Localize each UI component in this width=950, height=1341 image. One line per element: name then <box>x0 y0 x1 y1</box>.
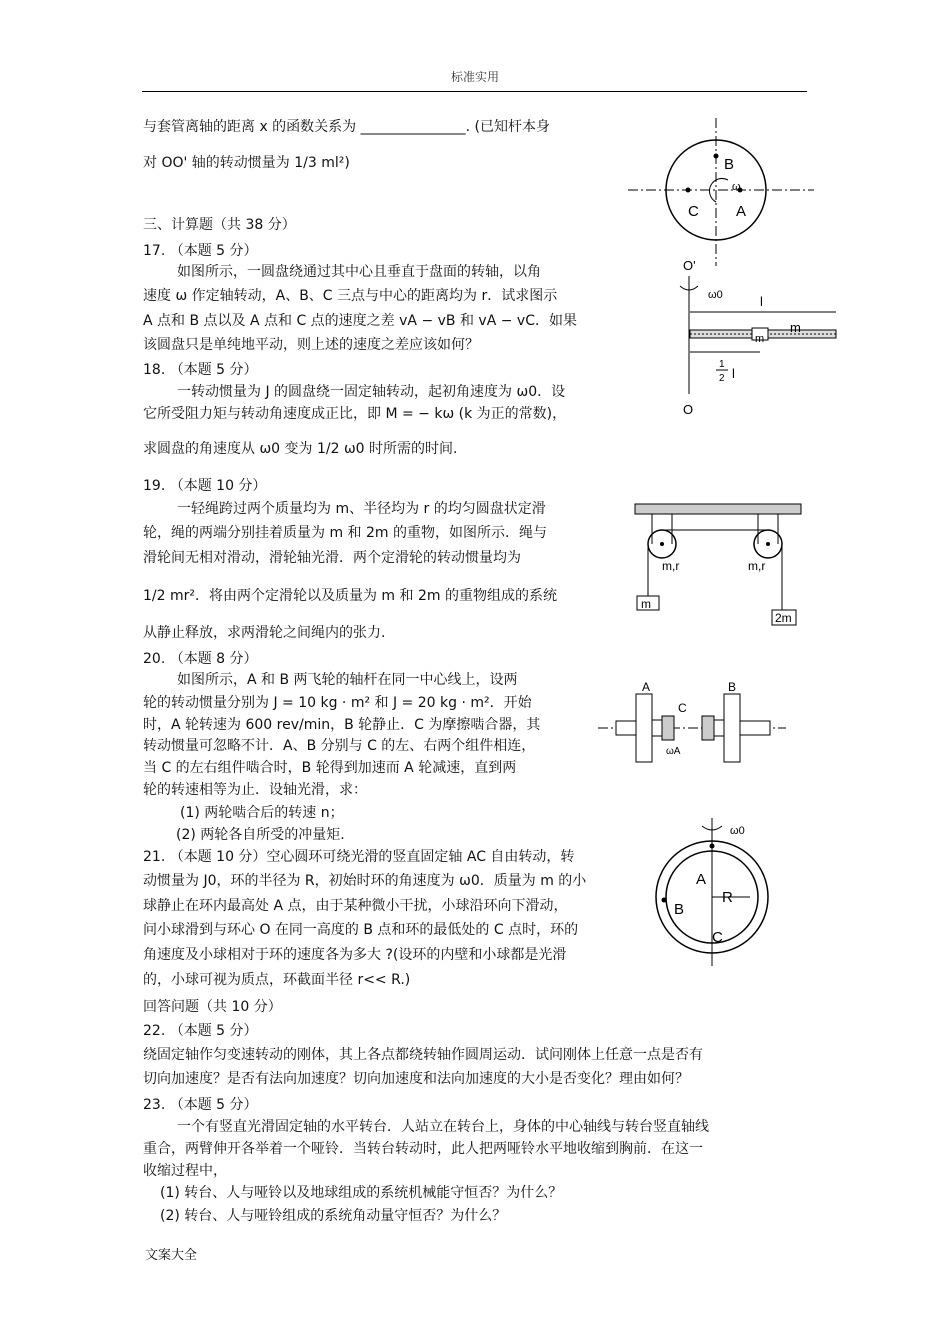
q19-line-4: 1/2 mr²．将由两个定滑轮以及质量为 m 和 2m 的重物组成的系统 <box>143 588 557 604</box>
q18-line-3: 求圆盘的角速度从 ω0 变为 1/2 ω0 时所需的时间. <box>143 441 458 457</box>
q23-item-2: (2) 转台、人与哑铃组成的系统角动量守恒否？为什么？ <box>160 1208 507 1224</box>
q17-line-1: 如图所示，一圆盘绕通过其中心且垂直于盘面的转轴，以角 <box>177 264 541 280</box>
q19-line-5: 从静止释放，求两滑轮之间绳内的张力. <box>143 625 386 641</box>
line-2: 对 OO' 轴的转动惯量为 1/3 ml²) <box>143 155 350 171</box>
q21-line-6: 的，小球可视为质点，环截面半径 r<< R.) <box>143 972 411 988</box>
q22-title: 22. （本题 5 分） <box>143 1023 258 1039</box>
disk-label-b: B <box>724 156 735 173</box>
q20-line-5: 当 C 的左右组件啮合时，B 轮得到加速而 A 轮减速，直到两 <box>143 760 517 776</box>
q20-line-6: 轮的转速相等为止．设轴光滑，求： <box>143 782 367 798</box>
q21-line-3: 球静止在环内最高处 A 点，由于某种微小干扰，小球沿环向下滑动， <box>143 898 568 914</box>
q20-line-3: 时，A 轮转速为 600 rev/min，B 轮静止．C 为摩擦啮合器，其 <box>143 717 541 733</box>
rod-label-m1: m <box>790 320 801 335</box>
rod-label-o-prime: O' <box>683 258 696 273</box>
ring-label-r: R <box>722 889 733 906</box>
q22-line-1: 绕固定轴作匀变速转动的刚体，其上各点都绕转轴作圆周运动．试问刚体上任意一点是否有 <box>143 1047 703 1063</box>
q21-line-2: 动惯量为 J0，环的半径为 R，初始时环的角速度为 ω0．质量为 m 的小 <box>143 873 587 889</box>
q21-line-5: 角速度及小球相对于环的速度各为多大 ?(设环的内壁和小球都是光滑 <box>143 947 567 963</box>
q23-line-2: 重合，两臂伸开各举着一个哑铃．当转台转动时，此人把两哑铃水平地收缩到胸前．在这一 <box>143 1141 703 1157</box>
q18-title: 18. （本题 5 分） <box>143 362 258 378</box>
page-footer: 文案大全 <box>145 1248 198 1263</box>
q23-line-3: 收缩过程中， <box>143 1163 227 1179</box>
ring-label-a: A <box>696 871 707 888</box>
disk-label-omega: ω <box>732 181 741 193</box>
page-header: 标准实用 <box>450 70 499 84</box>
pulley-label-left: m,r <box>662 559 680 573</box>
ring-label-b: B <box>674 901 685 918</box>
q20-line-4: 转动惯量可忽略不计．A、B 分别与 C 的左、右两个组件相连， <box>143 738 536 754</box>
rod-label-l2: l <box>732 366 735 381</box>
ring-label-c: C <box>712 929 723 946</box>
weight-label-2m: 2m <box>775 611 792 625</box>
q20-title: 20. （本题 8 分） <box>143 651 258 667</box>
q23-item-1: (1) 转台、人与哑铃以及地球组成的系统机械能守恒否？为什么？ <box>160 1185 563 1201</box>
q20-item-1: (1) 两轮啮合后的转速 n； <box>180 805 344 821</box>
disk-label-a: A <box>736 203 747 220</box>
flywheel-label-b: B <box>728 680 737 694</box>
q19-line-2: 轮，绳的两端分别挂着质量为 m 和 2m 的重物，如图所示．绳与 <box>143 525 547 541</box>
q21-line-4: 问小球滑到与环心 O 在同一高度的 B 点和环的最低处的 C 点时，环的 <box>143 922 579 938</box>
flywheel-label-a: A <box>642 680 651 694</box>
q17-line-3: A 点和 B 点以及 A 点和 C 点的速度之差 vA − vB 和 vA − vC．如果 <box>143 313 577 329</box>
flywheel-label-c: C <box>678 701 687 715</box>
pulley-label-right: m,r <box>748 559 766 573</box>
rod-label-half-den: 2 <box>719 373 725 384</box>
ring-label-omega0: ω0 <box>730 825 745 837</box>
q19-line-3: 滑轮间无相对滑动，滑轮轴光滑．两个定滑轮的转动惯量均为 <box>143 550 521 566</box>
q17-line-2: 速度 ω 作定轴转动，A、B、C 三点与中心的距离均为 r．试求图示 <box>143 288 558 304</box>
q18-line-2: 它所受阻力矩与转动角速度成正比，即 M = − kω (k 为正的常数)， <box>143 406 567 422</box>
section-3-title: 三、计算题（共 38 分） <box>143 217 296 233</box>
disk-label-c: C <box>688 203 699 220</box>
rod-figure <box>676 254 846 420</box>
q17-title: 17. （本题 5 分） <box>143 243 258 259</box>
q22-line-2: 切向加速度？是否有法向加速度？切向加速度和法向加速度的大小是否变化？理由如何？ <box>143 1071 689 1087</box>
flywheel-label-omega: ωA <box>666 746 681 757</box>
q23-title: 23. （本题 5 分） <box>143 1097 258 1113</box>
header-rule <box>142 91 807 92</box>
flywheel-figure <box>598 676 788 768</box>
q19-title: 19. （本题 10 分） <box>143 478 267 494</box>
section-4-title: 回答问题（共 10 分） <box>143 999 282 1015</box>
disk-figure <box>628 118 818 268</box>
q21-line-1: 21. （本题 10 分）空心圆环可绕光滑的竖直固定轴 AC 自由转动，转 <box>143 849 575 865</box>
rod-label-o: O <box>683 402 694 417</box>
q20-item-2: (2) 两轮各自所受的冲量矩. <box>176 827 345 843</box>
q20-line-1: 如图所示，A 和 B 两飞轮的轴杆在同一中心线上，设两 <box>177 672 518 688</box>
rod-label-l: l <box>760 294 763 309</box>
pulley-figure <box>632 498 807 628</box>
q17-line-4: 该圆盘只是单纯地平动，则上述的速度之差应该如何？ <box>143 337 479 353</box>
q20-line-2: 轮的转动惯量分别为 J = 10 kg · m² 和 J = 20 kg · m²．开始 <box>143 695 532 711</box>
q23-line-1: 一个有竖直光滑固定轴的水平转台．人站立在转台上，身体的中心轴线与转台竖直轴线 <box>177 1119 709 1135</box>
q19-line-1: 一轻绳跨过两个质量均为 m、半径均为 r 的均匀圆盘状定滑 <box>177 501 546 517</box>
line-1: 与套管离轴的距离 x 的函数关系为 _______________. (已知杆本身 <box>143 119 550 135</box>
rod-label-m2: m <box>755 333 765 345</box>
weight-label-m: m <box>641 597 651 611</box>
rod-label-omega0: ω0 <box>708 289 723 301</box>
rod-label-half-num: 1 <box>719 359 725 370</box>
q18-line-1: 一转动惯量为 J 的圆盘绕一固定轴转动，起初角速度为 ω0．设 <box>177 384 566 400</box>
ring-figure <box>652 812 777 972</box>
